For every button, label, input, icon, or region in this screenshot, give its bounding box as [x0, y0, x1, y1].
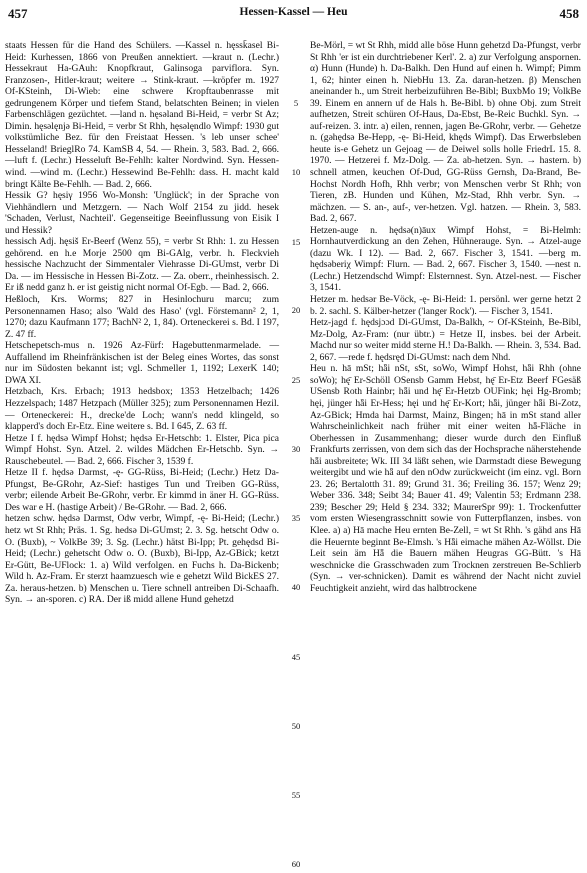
entry-paragraph: Heßloch, Krs. Worms; 827 in Hesinlochuru marcu; zum Personennamen Haso; also 'Wald des Haso' (vgl. Förstemann² 2, 1, 1270; dazu Kaufmann 177; BachN² 2, 1, 84). Orteneckerei s. Bd. I 197, Z. 47 ff. [5, 294, 279, 340]
entry-paragraph: Heu n. hā mSt; hǟi nSt, sSt, soWo, Wimpf Hohst, hǟi Rhh (ohne soWo); hę̄ Er-Schöll OSensb Gamm Hebst, hę̄ Er-Etz Beerf FGesäß USensb Roth Hainbr; hǟi und hę̄ Er-Hetzb OUFink; hęi Hg-Bromb; hęi, jünger hǟi Er-Hess; hęi und hę̄ Er-Kort; hǟi, jünger hǟi Bi-Zotz, Az-GBick; Hmda hai Darmst, Mainz, Bingen; hā in mSt stand aller Wahrscheinlichkeit nach früher mit einer weiten hǟ-Fläche in Oberhessen in Zusammenhang; dieser wurde durch den Einfluß Frankfurts zerrissen, von dem sich das der Hochsprache näherstehende hǟi ausbreitete; Wk. III 34 läßt sehen, wie Darmstadt diese Bewegung weitergibt und wie hǟ auf den nOdw zurückweicht (im einz. vgl. Born 23. 26; Bertalotth 31. 89; Grund 31. 36; Freiling 36. 157; Wenz 29; Weber 336. 348; Seibt 34; Bauer 41. 49; Valentin 53; Erdmann 238. 239; Bescher 29; Held § 234. 332; MaurerSpr 99): 1. Trockenfutter vom ersten Wiesengrasschnitt sowie von Futterpflanzen, insbes. von Klee. a) a) Hā mache Heu ernten Be-Zell, = wt St Rhh. 's gähd ans Hā die Heuernte beginnt Be-Elmsh. 's Hǟi eimache mähen Az-Wöllst. Die Leit sein äm Hǟ die Bauern mähen Heugras GG-Bütt. 's Hā weschnicke die Grasschwaden zum Trocknen zerstreuen Be-Schlierb (Syn. → ver-schnicken). Damit es während der Nacht nicht zuviel Feuchtigkeit anzieht, wird das halbtrockene [310, 363, 581, 594]
running-header [8, 6, 579, 24]
right-column [310, 40, 581, 594]
line-number: 30 [291, 444, 301, 454]
entry-paragraph: Hetz-jagd f. hędsjɔɔd Di-GUmst, Da-Balkh, ~ Of-KSteinh, Be-Bibl, Mz-Dolg, Az-Fram: (nur übtr.) = Hetze II, insbes. bei der Arbeit. Machd nur so weiter midd sterne H.! Da-Balkh. — Rhein. 3, 534. Bad. 2, 667. —rede f. hędsręd Di-GUmst: nach dem Nhd. [310, 317, 581, 363]
line-number: 55 [291, 790, 301, 800]
line-number: 5 [293, 98, 299, 108]
entry-paragraph: Hetzen-auge n. hędsə(n)āux Wimpf Hohst, = Bi-Helmh: Hornhautverdickung an den Zehen, Hühneraugе. Syn. → Atzel-auge (dazu Wk. I 12). — Bad. 2, 667. Fischer 3, 1541. —berg m. hędsəberiχ Wimpf: Flurn. — Bad. 2, 667. Fischer 3, 1540. —nest n. (Lechr.) Hetzendschd Wimpf: Elsternnest. Syn. Atzel-nest. — Fischer 3, 1541. [310, 224, 581, 294]
left-column [5, 40, 279, 606]
line-number: 25 [291, 375, 301, 385]
line-number: 35 [291, 513, 301, 523]
line-number: 20 [291, 305, 301, 315]
entry-paragraph: Be-Mörl, = wt St Rhh, midd alle böse Hunn gehetzd Da-Pfungst, verbr St Rhh 'er ist ein durchtriebener Kerl'. 2. a) zur Verfolgung anspornen. α) Hunn (Hunde) h. Da-Balkh. Den Hund auf einen h. Wimpf; Pimm 1, 62; hinter einen h. NiebHu 13. Za. daran-hetzen. β) Menschen aneinander h., um Streit herbeizuführen Be-Bibl; BuxbMo 19; VolkBe 39. Einem en annern uf de Hals h. Be-Bibl. b) ohne Obj. zum Streit aufhetzen, Streit schüren Of-Haus, Da-Ebst, Be-Reic Buchkl. Syn. → auf-reizen. 3. intr. a) eilen, rennen, jagen Be-GRohr, verbr. — Gehetze n. (gəhędsə Be-Hepp, -ę- Bi-Heid, khęds Wimpf). Das Erwerbsleben heute is-e Gehetz un Gejoag — de Deiwel solls holle FriedrL 15. 8. 1970. — Hetzerei f. Mz-Dolg. — Za. ab-hetzen. Syn. → hastern. b) schnell atmen, keuchen Of-Dud, GG-Rüss Gernsh, Da-Brand, Be-Hochst Nordh Hofh, Rhh verbr; von Menschen verbr St Rhh; von Tieren, zB. Hunden und Kühen, Mz-Stad, Rhh verbr. Syn. → mächzen. — S. an-, auf-, ver-hetzen. Vgl. hatzen. — Rhein. 3, 583. Bad. 2, 667. [310, 40, 581, 225]
entry-paragraph: Hetze II f. hędsə Darmst, -ę- GG-Rüss, Bi-Heid; (Lechr.) Hetz Da-Pfungst, Be-GRohr, Az-Sief: hastiges Tun und Treiben GG-Rüss, verbr; eilende Arbeit Be-GRohr, verbr. Er kimmd in äner H. GG-Rüss. Des war e H. (hastige Arbeit) / Be-GRohr. — Bad. 2, 666. [5, 467, 279, 513]
line-number: 10 [291, 167, 301, 177]
line-number: 50 [291, 721, 301, 731]
entry-paragraph: hetzen schw. hędsə Darmst, Odw verbr, Wimpf, -ę- Bi-Heid; (Lechr.) hetz wt St Rhh; Präs. 1. Sg. hedsə Di-GUmst; 2. 3. Sg. hetscht Odw o. O. (Buxb), ~ VolkBe 39; 3. Sg. (Lechr.) hätst Bi-Ipp; Pt. gehędsd Bi-Heid; (Lechr.) gehetscht Odw o. O. (Buxb), Bi-Ipp, Az-GBick; ketzt Er-Gütt, Be-UFlock: 1. a) Wild verfolgen. en Fuchs h. Da-Bickenb; Wild h. Az-Fram. Er sterzt haamzuesch wie e gehetzt Wild BickES 27. Za. heraus-hetzen. b) Menschen u. Tiere schnell antreiben Di-Schaafh. Syn. → an-sporen. c) RA. Der iß midd allene Hund gehetzd [5, 513, 279, 606]
line-number: 45 [291, 652, 301, 662]
line-number: 40 [291, 582, 301, 592]
page-number-right: 458 [559, 6, 579, 21]
entry-paragraph: Hessik G? hęsiγ 1956 Wo-Monsh: 'Unglück'; in der Sprache von Viehhändlern und Metzgern. — Nach Wolf 2154 zu jidd. hesek 'Schaden, Verlust, Nachteil'. Gegenseitige Beeinflussung von Eisik I und Hessik? [5, 190, 279, 236]
entry-paragraph: Hetzer m. hedsər Be-Vöck, -ę- Bi-Heid: 1. persönl. wer gerne hetzt 2 b. 2. sachl. S. Kälber-hetzer ('langer Rock'). — Fischer 3, 1541. [310, 294, 581, 317]
running-title: Hessen-Kassel — Heu [239, 6, 348, 18]
entry-paragraph: Hetze I f. hędsə Wimpf Hohst; hędsə Er-Hetschb: 1. Elster, Pica pica Wimpf Hohst. Syn. Atzel. 2. wildes Mädchen Er-Hetschb. Syn. → Rauschebeutel. — Bad. 2, 666. Fischer 3, 1539 f. [5, 432, 279, 467]
entry-paragraph: hessisch Adj. hęsiš Er-Beerf (Wenz 55), = verbr St Rhh: 1. zu Hessen gehörend. en h.e Morje 2500 qm Bi-GAlg, verbr. h. Fleckvieh hessische Nachzucht der Simmentaler Viehrasse Di-GUmst, verbr Di Da. — im Hessische in Hessen Bi-Zotz. — Za. oberr., rheinhessisch. 2. Er iß nedd ganz h. er ist geistig nicht normal Of-Egb. — Bad. 2, 666. [5, 236, 279, 294]
entry-paragraph: Hetschepetsch-mus n. 1926 Az-Fürf: Hagebuttenmarmelade. — Auffallend im Rheinfränkischen ist der Beleg eines Wortes, das sonst nur im Südosten bekannt ist; vgl. Schmeller 1, 1192; LexerK 140; DWA XI. [5, 340, 279, 386]
page-number-left: 457 [8, 6, 28, 21]
entry-paragraph: Hetzbach, Krs. Erbach; 1913 hedsbox; 1353 Hetzelbach; 1426 Hezzelspach; 1487 Hetzpach (Müller 325); zum Personennamen Hezil. — Orteneckerei: H., drecke'de Loch; wann's nedd klingeld, so klapperd's doch Er-Etz. Eine weitere s. Bd. I 645, Z. 63 ff. [5, 386, 279, 433]
line-number: 15 [291, 237, 301, 247]
entry-paragraph: staats Hessen für die Hand des Schülers. —Kassel n. hęssk̄asel Bi-Heid: Kurhessen, 1866 von Preußen annektiert. —kraut n. (Lechr.) Hessekraut Ha-GAuh: Knopfkraut, Galinsoga parviflora. Syn. Franzosen-, Hitler-kraut; weitere → Stink-kraut. —kröpfer m. 1927 Of-KSteinh, Di-Wieb: eine schwere Kropftaubenrasse mit gedrungenem Körper und tiefem Stand, belatschten Beinen; in vielen Farbenschlägen gezüchtet. —land n. hęsəland Bi-Heid, = verbr St Az; Dimin. hęsəlęnjə Bi-Heid, = verbr St Rhh, hęsəlęndlo Wimpf: 1930 gut volkstümliche Bez. für den Freistaat Hessen. 's leb unser schee' Hesseland! BrieglRo 74. KamSB 4, 54. — Rhein. 3, 583. Bad. 2, 666. —luft f. (Lechr.) Hesseluft Be-Fehlh: kalter Nordwind. Syn. Hessen-wind. —wind m. (Lechr.) Hessewind Be-Fehlh: dass. H. macht kald bringt Kälte Be-Fehlh. — Bad. 2, 666. [5, 40, 279, 190]
line-number: 60 [291, 859, 301, 869]
